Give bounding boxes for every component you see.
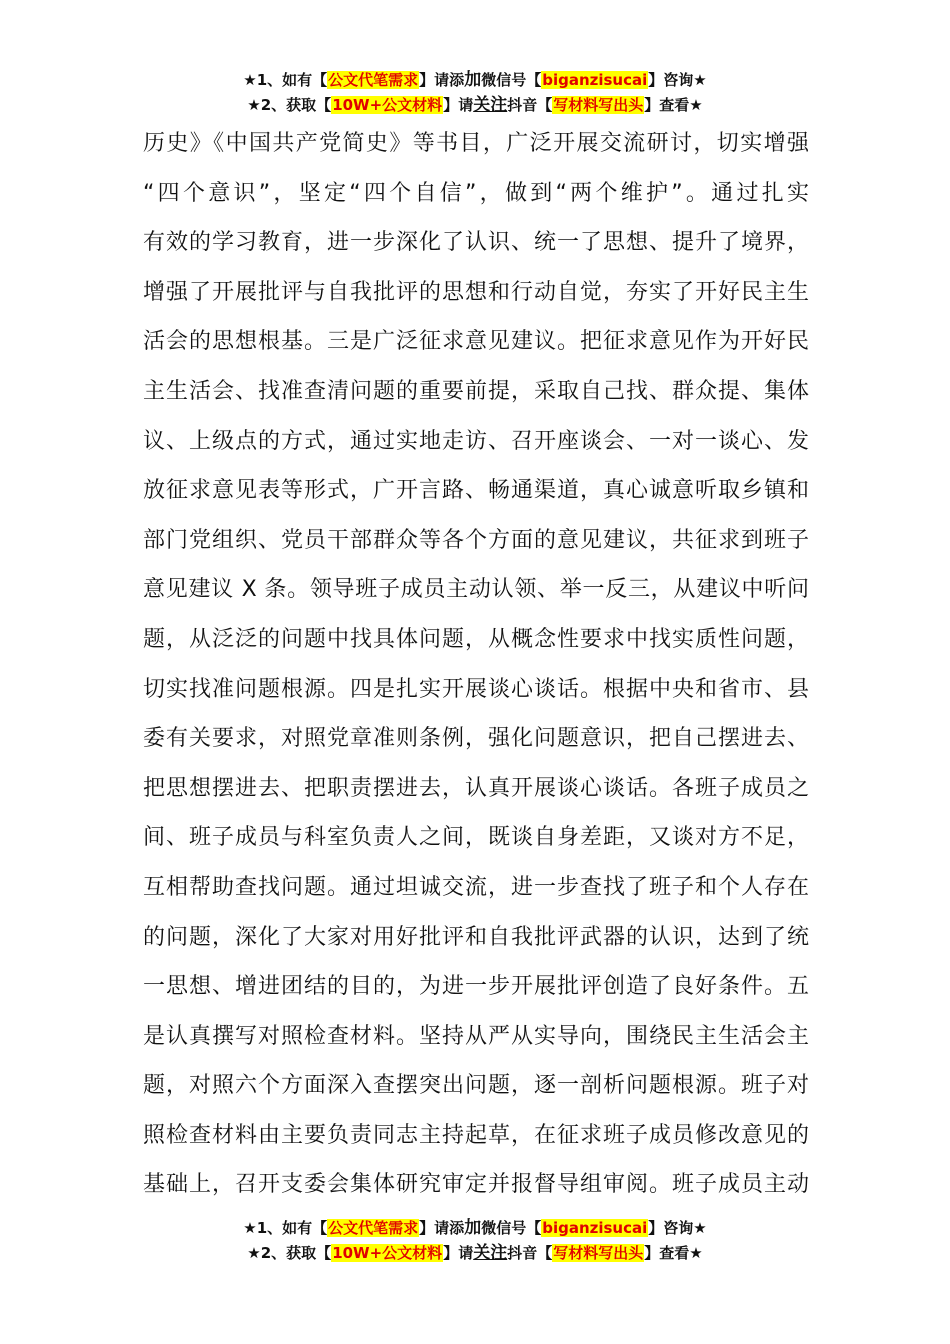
header-highlight-douyin: 写材料写出头 — [553, 96, 644, 114]
body-line: 照检查材料由主要负责同志主持起草，在征求班子成员修改意见的 — [143, 1122, 809, 1148]
footer-line-1-mid: 】请添 — [419, 1219, 465, 1237]
footer-line-2-mid2: 抖音【 — [507, 1244, 553, 1262]
body-line: 增强了开展批评与自我批评的思想和行动自觉，夯实了开好民主生 — [143, 279, 809, 305]
body-line: 议、上级点的方式，通过实地走访、召开座谈会、一对一谈心、发 — [143, 428, 809, 454]
body-line: 题，对照六个方面深入查摆突出问题，逐一剖析问题根源。班子对 — [143, 1073, 809, 1099]
header-line-1-prefix: ★1、如有【 — [243, 71, 328, 89]
body-line: 题，从泛泛的问题中找具体问题，从概念性要求中找实质性问题， — [143, 626, 809, 652]
body-line: 活会的思想根基。三是广泛征求意见建议。把征求意见作为开好民 — [143, 329, 809, 355]
body-line: 互相帮助查找问题。通过坦诚交流，进一步查找了班子和个人存在 — [143, 874, 809, 900]
footer-highlight-materials: 10W+公文材料 — [332, 1244, 443, 1262]
footer-banner — [0, 1216, 950, 1266]
header-line-2-prefix: ★2、获取【 — [247, 96, 332, 114]
footer-line-1-mid2: 微信号【 — [481, 1219, 542, 1237]
body-line: 间、班子成员与科室负责人之间，既谈自身差距，又谈对方不足， — [143, 825, 809, 851]
footer-line-2 — [0, 1241, 950, 1266]
header-line-2 — [0, 93, 950, 118]
body-line: 意见建议 X 条。领导班子成员主动认领、举一反三，从建议中听问 — [143, 577, 809, 603]
header-line-1-mid2: 微信号【 — [481, 71, 542, 89]
footer-line-2-emph: 关注 — [473, 1243, 508, 1263]
footer-line-1-emph: 加 — [464, 1218, 482, 1238]
header-line-1 — [0, 68, 950, 93]
body-line: 历史》《中国共产党简史》等书目，广泛开展交流研讨，切实增强 — [143, 131, 809, 156]
header-banner — [0, 68, 950, 118]
body-line: 的问题，深化了大家对用好批评和自我批评武器的认识，达到了统 — [143, 924, 809, 950]
body-line: 放征求意见表等形式，广开言路、畅通渠道，真心诚意听取乡镇和 — [143, 478, 809, 504]
header-line-1-emph: 加 — [464, 70, 482, 90]
header-line-1-mid: 】请添 — [419, 71, 465, 89]
header-highlight-wechat: biganzisucai — [542, 71, 648, 89]
footer-line-1-suffix: 】咨询★ — [648, 1219, 707, 1237]
header-line-2-suffix: 】查看★ — [644, 96, 703, 114]
body-line: 基础上，召开支委会集体研究审定并报督导组审阅。班子成员主动 — [143, 1172, 809, 1198]
body-line: 是认真撰写对照检查材料。坚持从严从实导向，围绕民主生活会主 — [143, 1023, 809, 1049]
footer-line-2-mid: 】请 — [443, 1244, 474, 1262]
body-line: 把思想摆进去、把职责摆进去，认真开展谈心谈话。各班子成员之 — [143, 775, 809, 801]
footer-highlight-service: 公文代笔需求 — [328, 1219, 419, 1237]
body-line: 部门党组织、党员干部群众等各个方面的意见建议，共征求到班子 — [143, 527, 809, 553]
body-line: 委有关要求，对照党章准则条例，强化问题意识，把自己摆进去、 — [143, 726, 809, 752]
body-line: 有效的学习教育，进一步深化了认识、统一了思想、提升了境界， — [143, 230, 809, 256]
header-line-2-emph: 关注 — [473, 95, 508, 115]
footer-line-1-prefix: ★1、如有【 — [243, 1219, 328, 1237]
body-line: 一思想、增进团结的目的，为进一步开展批评创造了良好条件。五 — [143, 974, 809, 1000]
header-line-2-mid2: 抖音【 — [507, 96, 553, 114]
document-body — [143, 119, 809, 1210]
footer-line-1 — [0, 1216, 950, 1241]
body-line: 主生活会、找准查清问题的重要前提，采取自己找、群众提、集体 — [143, 378, 809, 404]
footer-line-2-prefix: ★2、获取【 — [247, 1244, 332, 1262]
header-highlight-service: 公文代笔需求 — [328, 71, 419, 89]
footer-highlight-wechat: biganzisucai — [542, 1219, 648, 1237]
body-line: 切实找准问题根源。四是扎实开展谈心谈话。根据中央和省市、县 — [143, 676, 809, 702]
header-line-2-mid: 】请 — [443, 96, 474, 114]
header-line-1-suffix: 】咨询★ — [648, 71, 707, 89]
header-highlight-materials: 10W+公文材料 — [332, 96, 443, 114]
footer-line-2-suffix: 】查看★ — [644, 1244, 703, 1262]
footer-highlight-douyin: 写材料写出头 — [553, 1244, 644, 1262]
body-line: “四个意识”，坚定“四个自信”，做到“两个维护”。通过扎实 — [143, 180, 809, 206]
